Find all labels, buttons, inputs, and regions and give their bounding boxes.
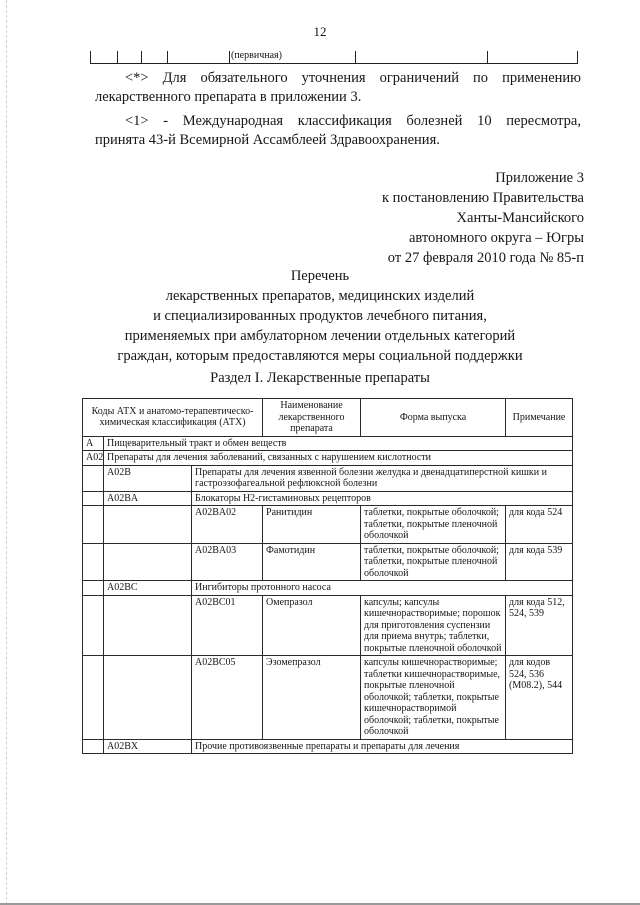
appendix-line: автономного округа – Югры [408, 230, 584, 246]
appendix-line: от 27 февраля 2010 года № 85-п [387, 250, 584, 266]
header-atc: Коды АТХ и анатомо-терапевтическо-химическая классификация (АТХ) [83, 399, 263, 437]
scan-edge [6, 0, 8, 905]
title-line: лекарственных препаратов, медицинских изделий [165, 288, 475, 304]
title-line: Перечень [290, 268, 350, 284]
group-label: Прочие противоязвенные препараты и препараты для лечения [192, 739, 573, 754]
section-title: Раздел I. Лекарственные препараты [210, 370, 430, 386]
group-code: A02BX [104, 739, 192, 754]
table-header-row [83, 399, 573, 437]
table-row [83, 436, 573, 451]
drug-note: для кода 512, 524, 539 [506, 595, 573, 656]
drug-note: для кодов 524, 536 (M08.2), 544 [506, 656, 573, 740]
table-row [83, 506, 573, 544]
header-form: Форма выпуска [361, 399, 506, 437]
drug-code: A02BA02 [192, 506, 263, 544]
drug-code: A02BC05 [192, 656, 263, 740]
drug-list-table [82, 398, 573, 754]
footnote-line: лекарственного препарата в приложении 3. [95, 89, 362, 105]
group-code: A02B [104, 465, 192, 491]
footnote-line: принята 43-й Всемирной Ассамблеей Здравоохранения. [95, 132, 440, 148]
header-note: Примечание [506, 399, 573, 437]
group-label: Препараты для лечения заболеваний, связанных с нарушением кислотности [104, 451, 573, 466]
drug-name: Омепразол [263, 595, 361, 656]
cut-row-text: (первичная) [231, 50, 282, 61]
title-line: и специализированных продуктов лечебного питания, [153, 308, 487, 324]
header-name: Наименование лекарственного препарата [263, 399, 361, 437]
drug-form: капсулы кишечнорастворимые; таблетки кишечнорастворимые, покрытые пленочной оболочкой; таблетки, покрытые кишечнорастворимой оболочкой; таблетки, покрытые оболочкой [361, 656, 506, 740]
group-code: A02BA [104, 491, 192, 506]
table-row [83, 739, 573, 754]
group-label: Пищеварительный тракт и обмен веществ [104, 436, 573, 451]
drug-form: таблетки, покрытые оболочкой; таблетки, покрытые пленочной оболочкой [361, 543, 506, 581]
table-row [83, 491, 573, 506]
drug-name: Эзомепразол [263, 656, 361, 740]
drug-form: таблетки, покрытые оболочкой; таблетки, покрытые пленочной оболочкой [361, 506, 506, 544]
drug-form: капсулы; капсулы кишечнорастворимые; порошок для приготовления суспензии для приема внутрь; таблетки, покрытые пленочной оболочкой [361, 595, 506, 656]
footnote-asterisk [95, 69, 581, 107]
table-row [83, 581, 573, 596]
table-row [83, 656, 573, 740]
table-row [83, 543, 573, 581]
group-label: Ингибиторы протонного насоса [192, 581, 573, 596]
group-code: A02BC [104, 581, 192, 596]
appendix-line: Ханты-Мансийского [456, 210, 584, 226]
appendix-header [382, 168, 584, 268]
table-row [83, 451, 573, 466]
table-row [83, 465, 573, 491]
drug-name: Ранитидин [263, 506, 361, 544]
appendix-line: Приложение 3 [495, 170, 584, 186]
document-title [0, 266, 640, 366]
title-line: граждан, которым предоставляются меры социальной поддержки [117, 348, 523, 364]
drug-name: Фамотидин [263, 543, 361, 581]
drug-note: для кода 539 [506, 543, 573, 581]
group-code: A [83, 436, 104, 451]
drug-note: для кода 524 [506, 506, 573, 544]
previous-table-fragment [90, 51, 578, 64]
group-label: Блокаторы H2-гистаминовых рецепторов [192, 491, 573, 506]
drug-code: A02BA03 [192, 543, 263, 581]
group-label: Препараты для лечения язвенной болезни желудка и двенадцатиперстной кишки и гастроэзофагеальной рефлюксной болезни [192, 465, 573, 491]
footnote-line: <1> - Международная классификация болезней 10 пересмотра, [125, 113, 581, 129]
footnote-line: <*> Для обязательного уточнения ограничений по применению [125, 70, 581, 86]
drug-code: A02BC01 [192, 595, 263, 656]
group-code: A02 [83, 451, 104, 466]
page-number: 12 [313, 24, 327, 39]
footnote-icd [95, 112, 581, 150]
title-line: применяемых при амбулаторном лечении отдельных категорий [124, 328, 516, 344]
table-row [83, 595, 573, 656]
appendix-line: к постановлению Правительства [382, 190, 584, 206]
